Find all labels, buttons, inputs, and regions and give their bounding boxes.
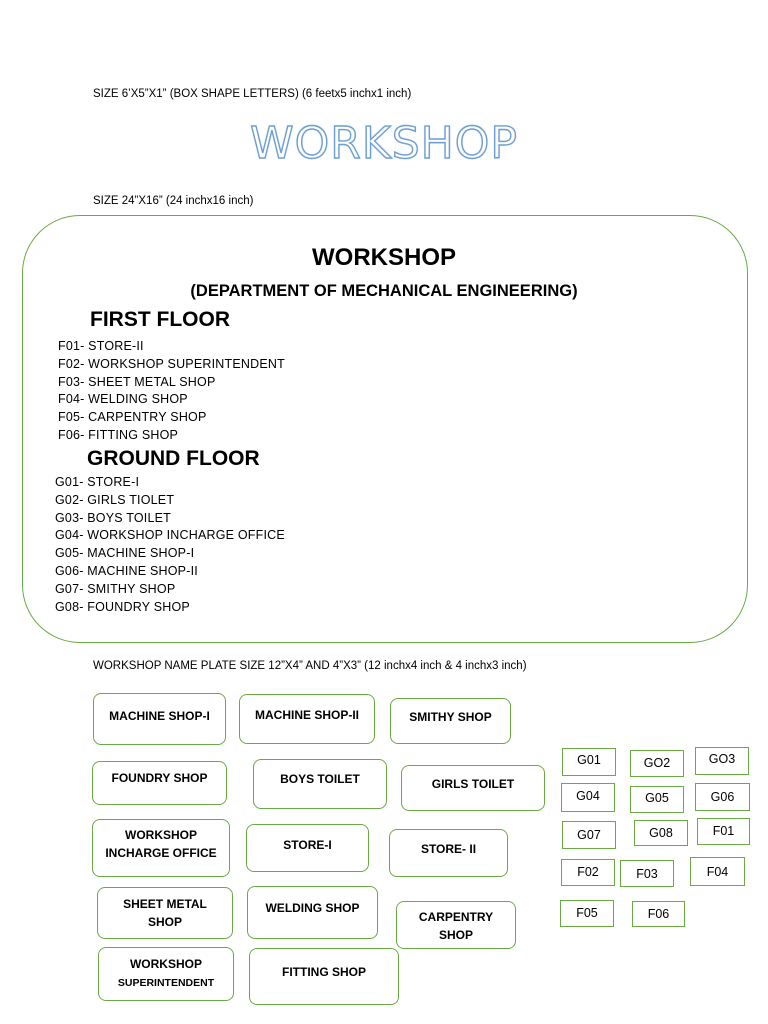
room-entry: F04- WELDING SHOP — [58, 392, 188, 407]
plate-label — [105, 826, 216, 876]
plate-label: FITTING SHOP — [282, 965, 366, 979]
code-plate-g05 — [630, 786, 684, 813]
plate-label-line: INCHARGE OFFICE — [105, 846, 217, 860]
code-plate-g04 — [561, 783, 615, 812]
plate-label-line: SUPERINTENDENT — [117, 977, 215, 989]
room-entry: G06- MACHINE SHOP-II — [55, 563, 198, 578]
room-entry: G05- MACHINE SHOP-I — [55, 546, 195, 561]
plate-sheet-metal-shop — [97, 887, 233, 939]
code-plate-f02 — [561, 859, 615, 886]
code-label: F05 — [576, 906, 598, 920]
plate-welding-shop — [247, 886, 378, 939]
code-label: GO3 — [708, 752, 736, 766]
code-label: GO2 — [643, 756, 671, 770]
plate-label-line: WORKSHOP — [129, 957, 202, 971]
room-entry: F03- SHEET METAL SHOP — [58, 374, 216, 389]
plate-label-line: WORKSHOP — [125, 828, 197, 842]
plate-machine-shop-2 — [239, 694, 375, 744]
code-label: F01 — [712, 824, 735, 838]
room-entry: F01- STORE-II — [58, 339, 144, 353]
plate-fitting-shop — [249, 948, 399, 1005]
letters-size-note: SIZE 6’X5”X1” (BOX SHAPE LETTERS) (6 feetx5 inchx1 inch) — [93, 88, 412, 100]
plate-label: SMITHY SHOP — [409, 710, 492, 724]
plate-workshop-superintendent — [98, 947, 234, 1001]
board-subtitle: (DEPARTMENT OF MECHANICAL ENGINEERING) — [190, 282, 578, 300]
code-plate-g08 — [634, 820, 688, 846]
plate-label: BOYS TOILET — [280, 772, 360, 786]
ground-floor-heading: GROUND FLOOR — [87, 447, 260, 470]
plate-label — [123, 895, 207, 938]
plate-label-line: SHEET METAL — [123, 897, 207, 911]
code-label: F02 — [577, 865, 599, 879]
code-plate-f06 — [632, 901, 685, 927]
plate-carpentry-shop — [396, 901, 516, 949]
code-plate-f04 — [690, 857, 745, 886]
code-label: G04 — [576, 789, 600, 803]
ground-floor-room-list — [55, 474, 285, 616]
plate-store-2 — [389, 829, 508, 877]
code-label: G07 — [577, 828, 601, 842]
plate-boys-toilet — [253, 759, 387, 809]
plate-foundry-shop — [92, 761, 227, 805]
plate-label-line: CARPENTRY — [418, 910, 494, 924]
plate-smithy-shop — [390, 698, 511, 744]
plate-machine-shop-1 — [93, 693, 226, 745]
plate-label: MACHINE SHOP-I — [109, 709, 210, 723]
first-floor-room-list — [58, 338, 285, 445]
code-plate-f01 — [697, 818, 750, 845]
code-label: F04 — [706, 865, 729, 879]
code-label: G06 — [710, 790, 735, 804]
outlined-workshop-title: WORKSHOP — [250, 118, 518, 169]
room-entry: G03- BOYS TOILET — [55, 510, 171, 525]
plate-store-1 — [246, 824, 369, 872]
room-entry: G02- GIRLS TIOLET — [55, 492, 175, 507]
code-label: F06 — [647, 907, 670, 921]
room-entry: F06- FITTING SHOP — [58, 427, 179, 442]
first-floor-heading: FIRST FLOOR — [90, 308, 230, 331]
plate-label-line: SHOP — [438, 928, 473, 942]
room-entry: G08- FOUNDRY SHOP — [55, 599, 190, 614]
plate-label: MACHINE SHOP-II — [254, 708, 359, 722]
code-label: G08 — [649, 826, 673, 840]
code-label: G05 — [645, 791, 669, 805]
plate-girls-toilet — [401, 765, 545, 811]
plate-label: FOUNDRY SHOP — [111, 771, 208, 785]
room-entry: G04- WORKSHOP INCHARGE OFFICE — [55, 528, 285, 543]
code-plate-g07 — [562, 821, 616, 849]
plate-label — [118, 955, 214, 1000]
plate-label: STORE- II — [420, 842, 477, 856]
code-plate-g03 — [695, 747, 749, 775]
board-size-note: SIZE 24”X16” (24 inchx16 inch) — [93, 195, 254, 207]
plate-size-note: WORKSHOP NAME PLATE SIZE 12”X4” AND 4”X3” (12 inchx4 inch & 4 inchx3 inch) — [93, 660, 527, 672]
plate-workshop-incharge-office — [92, 819, 230, 877]
plate-label: GIRLS TOILET — [431, 777, 515, 791]
code-plate-g01 — [562, 748, 616, 776]
room-entry: G07- SMITHY SHOP — [55, 581, 176, 596]
code-label: G01 — [577, 753, 601, 767]
code-plate-f05 — [560, 900, 614, 927]
code-plate-g02 — [630, 750, 684, 777]
room-entry: F02- WORKSHOP SUPERINTENDENT — [58, 356, 285, 371]
plate-label: STORE-I — [283, 838, 332, 852]
plate-label-line: SHOP — [147, 915, 182, 929]
room-entry: F05- CARPENTRY SHOP — [58, 410, 207, 425]
code-label: F03 — [636, 867, 658, 881]
room-entry: G01- STORE-I — [55, 475, 140, 489]
plate-label: WELDING SHOP — [265, 901, 360, 915]
code-plate-g06 — [695, 783, 750, 811]
board-title: WORKSHOP — [312, 244, 456, 271]
code-plate-f03 — [620, 860, 674, 887]
plate-label — [419, 908, 493, 948]
